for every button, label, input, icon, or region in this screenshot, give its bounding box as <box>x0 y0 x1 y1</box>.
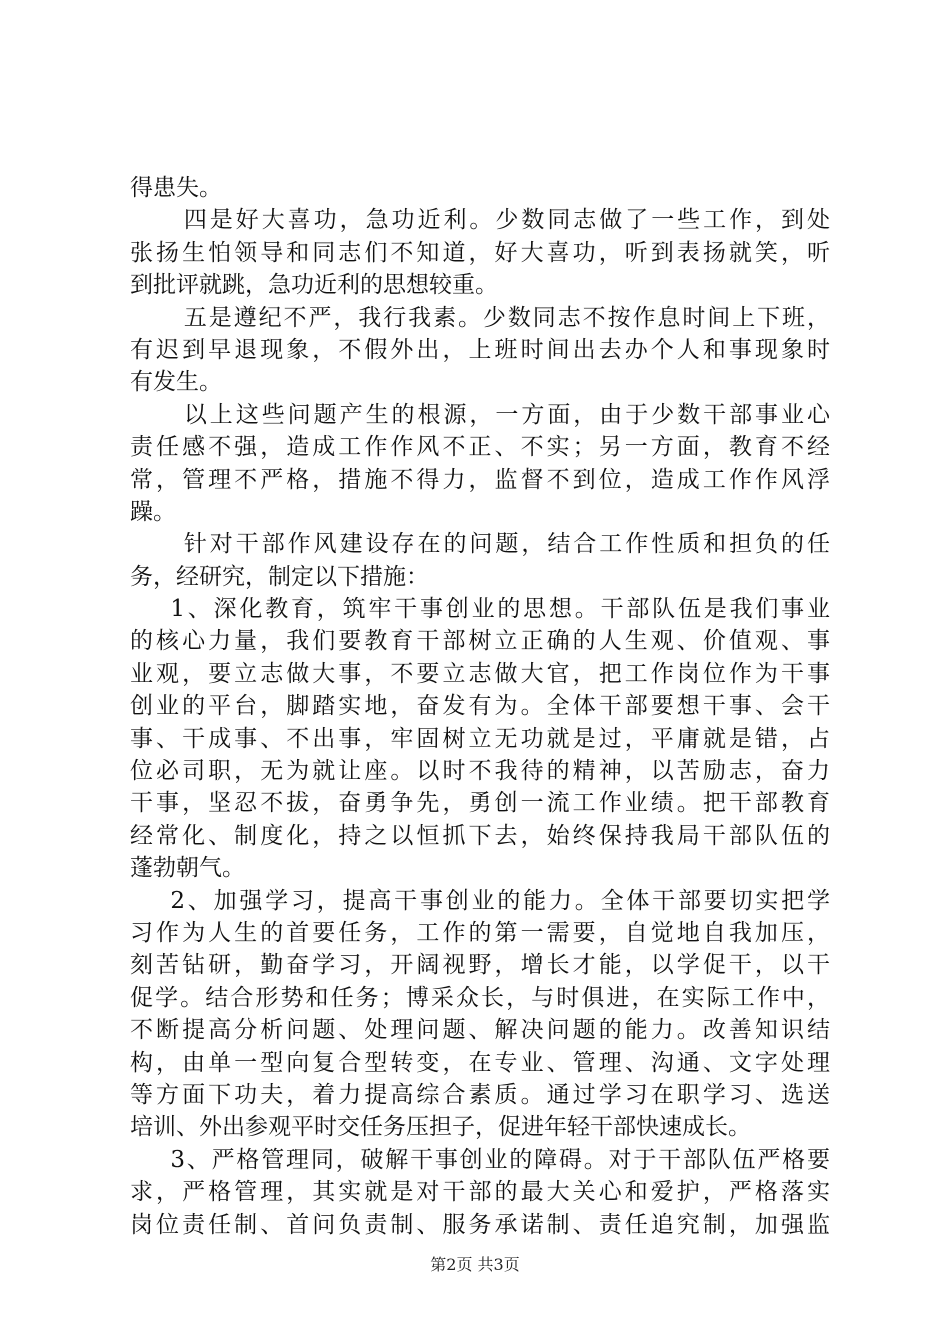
text-line: 干事，坚忍不拔，奋勇争先，勇创一流工作业绩。把干部教育 <box>130 790 830 817</box>
text-line: 业观，要立志做大事，不要立志做大官，把工作岗位作为干事 <box>130 660 830 687</box>
text-line: 不断提高分析问题、处理问题、解决问题的能力。改善知识结 <box>130 1017 830 1044</box>
text-line: 习作为人生的首要任务，工作的第一需要，自觉地自我加压， <box>130 919 830 946</box>
text-line: 位必司职，无为就让座。以时不我待的精神，以苦励志，奋力 <box>130 758 830 785</box>
text-line: 四是好大喜功，急功近利。少数同志做了一些工作，到处 <box>183 207 830 234</box>
text-line: 培训、外出参观平时交任务压担子，促进年轻干部快速成长。 <box>130 1114 751 1141</box>
text-line: 责任感不强，造成工作作风不正、不实；另一方面，教育不经 <box>130 434 830 461</box>
text-line: 务，经研究，制定以下措施： <box>130 563 429 590</box>
text-line: 2、加强学习，提高干事创业的能力。全体干部要切实把学 <box>170 887 830 914</box>
text-line: 躁。 <box>130 498 176 525</box>
text-line: 有迟到早退现象，不假外出，上班时间出去办个人和事现象时 <box>130 336 830 363</box>
text-line: 求，严格管理，其实就是对干部的最大关心和爱护，严格落实 <box>130 1179 830 1206</box>
text-line: 事、干成事、不出事，牢固树立无功就是过，平庸就是错，占 <box>130 725 830 752</box>
text-line: 经常化、制度化，持之以恒抓下去，始终保持我局干部队伍的 <box>130 822 830 849</box>
text-line: 蓬勃朝气。 <box>130 855 245 882</box>
document-body <box>130 172 830 1241</box>
text-line: 得患失。 <box>130 175 222 201</box>
text-line: 到批评就跳，急功近利的思想较重。 <box>130 272 498 299</box>
text-line: 3、严格管理同，破解干事创业的障碍。对于干部队伍严格要 <box>170 1146 830 1173</box>
text-line: 常，管理不严格，措施不得力，监督不到位，造成工作作风浮 <box>130 466 830 493</box>
text-line: 创业的平台，脚踏实地，奋发有为。全体干部要想干事、会干 <box>130 693 830 720</box>
text-line: 五是遵纪不严，我行我素。少数同志不按作息时间上下班， <box>183 304 830 331</box>
text-line: 构，由单一型向复合型转变，在专业、管理、沟通、文字处理 <box>130 1049 830 1076</box>
text-line: 促学。结合形势和任务；博采众长，与时俱进，在实际工作中， <box>130 984 830 1011</box>
page-number-footer: 第2页 共3页 <box>430 1255 520 1274</box>
text-line: 的核心力量，我们要教育干部树立正确的人生观、价值观、事 <box>130 628 830 655</box>
text-line: 以上这些问题产生的根源，一方面，由于少数干部事业心 <box>183 401 830 428</box>
text-line: 1、深化教育，筑牢干事创业的思想。干部队伍是我们事业 <box>170 596 830 623</box>
text-line: 岗位责任制、首问负责制、服务承诺制、责任追究制，加强监 <box>130 1211 830 1238</box>
text-line: 针对干部作风建设存在的问题，结合工作性质和担负的任 <box>183 531 830 558</box>
text-line: 张扬生怕领导和同志们不知道，好大喜功，听到表扬就笑，听 <box>130 239 830 266</box>
text-line: 等方面下功夫，着力提高综合素质。通过学习在职学习、选送 <box>130 1081 830 1108</box>
text-line: 刻苦钻研，勤奋学习，开阔视野，增长才能，以学促干，以干 <box>130 952 830 979</box>
text-line: 有发生。 <box>130 369 222 396</box>
